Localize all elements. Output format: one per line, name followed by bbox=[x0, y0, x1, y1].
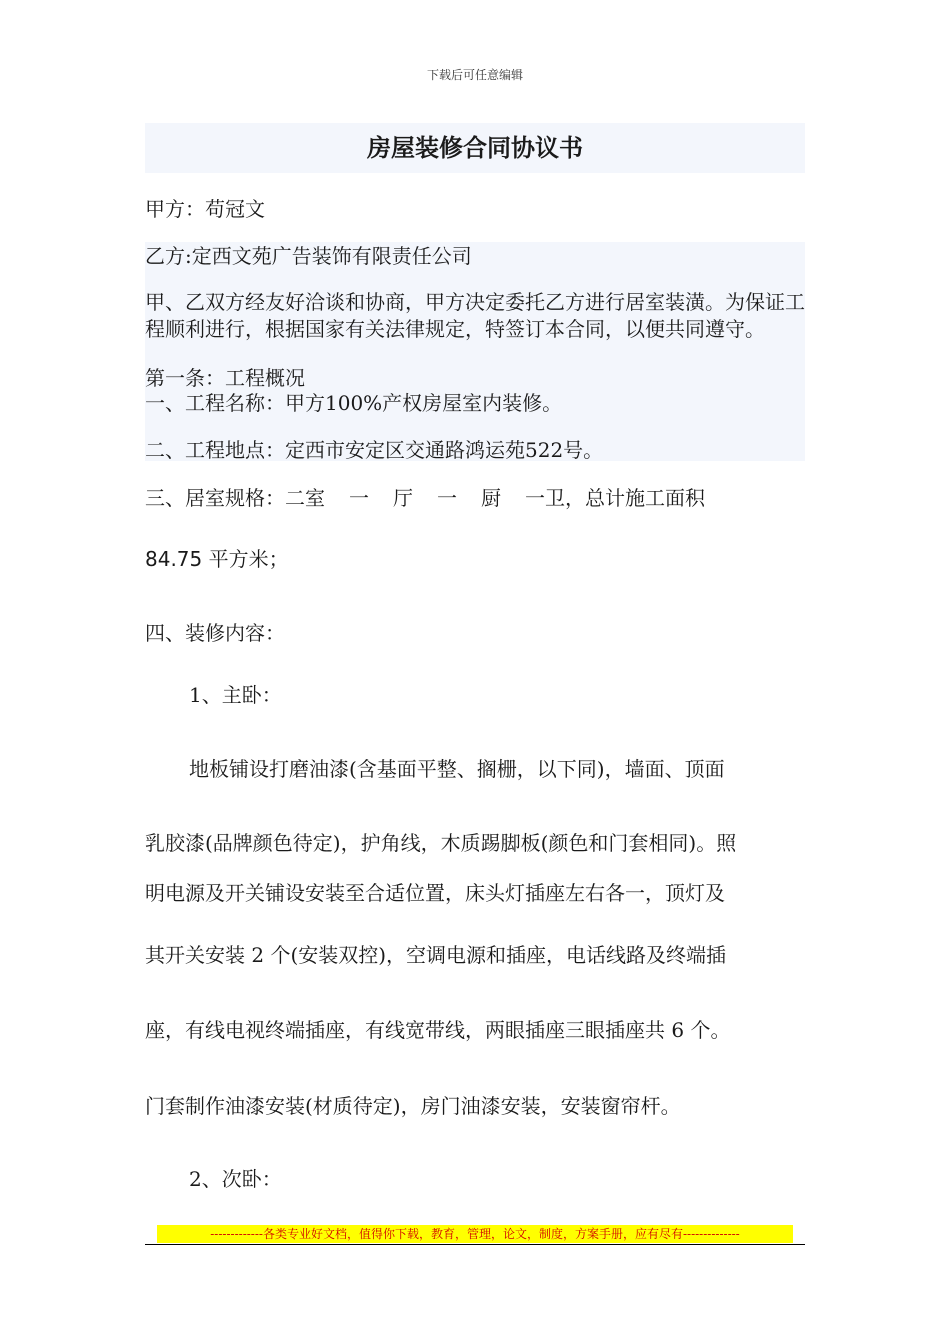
master-line: 座，有线电视终端插座，有线宽带线，两眼插座三眼插座共 6 个。 bbox=[145, 1018, 731, 1042]
footer-banner: -------------各类专业好文档，值得你下载，教育，管理，论文，制度，方案手册，应有尽有-------------- bbox=[157, 1225, 793, 1243]
item-decoration-content: 四、装修内容： bbox=[145, 621, 285, 645]
master-line: 地板铺设打磨油漆(含基面平整、搁栅，以下同)，墙面、顶面 bbox=[189, 757, 725, 781]
master-line: 其开关安装 2 个(安装双控)，空调电源和插座，电话线路及终端插 bbox=[145, 943, 727, 967]
footer-divider bbox=[145, 1244, 805, 1245]
header-note: 下载后可任意编辑 bbox=[426, 68, 523, 82]
party-b: 乙方:定西文苑广告装饰有限责任公司 bbox=[145, 244, 472, 268]
item-project-name: 一、工程名称：甲方100%产权房屋室内装修。 bbox=[145, 391, 563, 415]
item-project-location: 二、工程地点：定西市安定区交通路鸿运苑522号。 bbox=[145, 438, 604, 462]
document-title: 房屋装修合同协议书 bbox=[367, 133, 583, 162]
room-spec-suffix: 一卫，总计施工面积 bbox=[525, 486, 705, 510]
second-bedroom-heading: 2、次卧： bbox=[189, 1167, 282, 1191]
master-line: 明电源及开关铺设安装至合适位置，床头灯插座左右各一，顶灯及 bbox=[145, 881, 725, 905]
room-spec-part: 一 bbox=[437, 486, 457, 510]
item-room-spec bbox=[145, 485, 705, 511]
party-a: 甲方：苟冠文 bbox=[145, 197, 265, 221]
room-spec-part: 厅 bbox=[393, 486, 413, 510]
room-spec-part: 厨 bbox=[481, 486, 501, 510]
master-bedroom-heading: 1、主卧： bbox=[189, 683, 282, 707]
area-value: 84.75 平方米； bbox=[145, 547, 289, 571]
room-spec-part: 一 bbox=[349, 486, 369, 510]
master-line: 乳胶漆(品牌颜色待定)，护角线，木质踢脚板(颜色和门套相同)。照 bbox=[145, 831, 737, 855]
intro-paragraph: 甲、乙双方经友好洽谈和协商，甲方决定委托乙方进行居室装潢。为保证工程顺利进行，根据国家有关法律规定，特签订本合同，以便共同遵守。 bbox=[145, 290, 805, 341]
master-line: 门套制作油漆安装(材质待定)，房门油漆安装，安装窗帘杆。 bbox=[145, 1094, 681, 1118]
room-spec-prefix: 三、居室规格：二室 bbox=[145, 486, 325, 510]
highlight-band bbox=[145, 242, 805, 461]
article-1-heading: 第一条：工程概况 bbox=[145, 366, 305, 390]
